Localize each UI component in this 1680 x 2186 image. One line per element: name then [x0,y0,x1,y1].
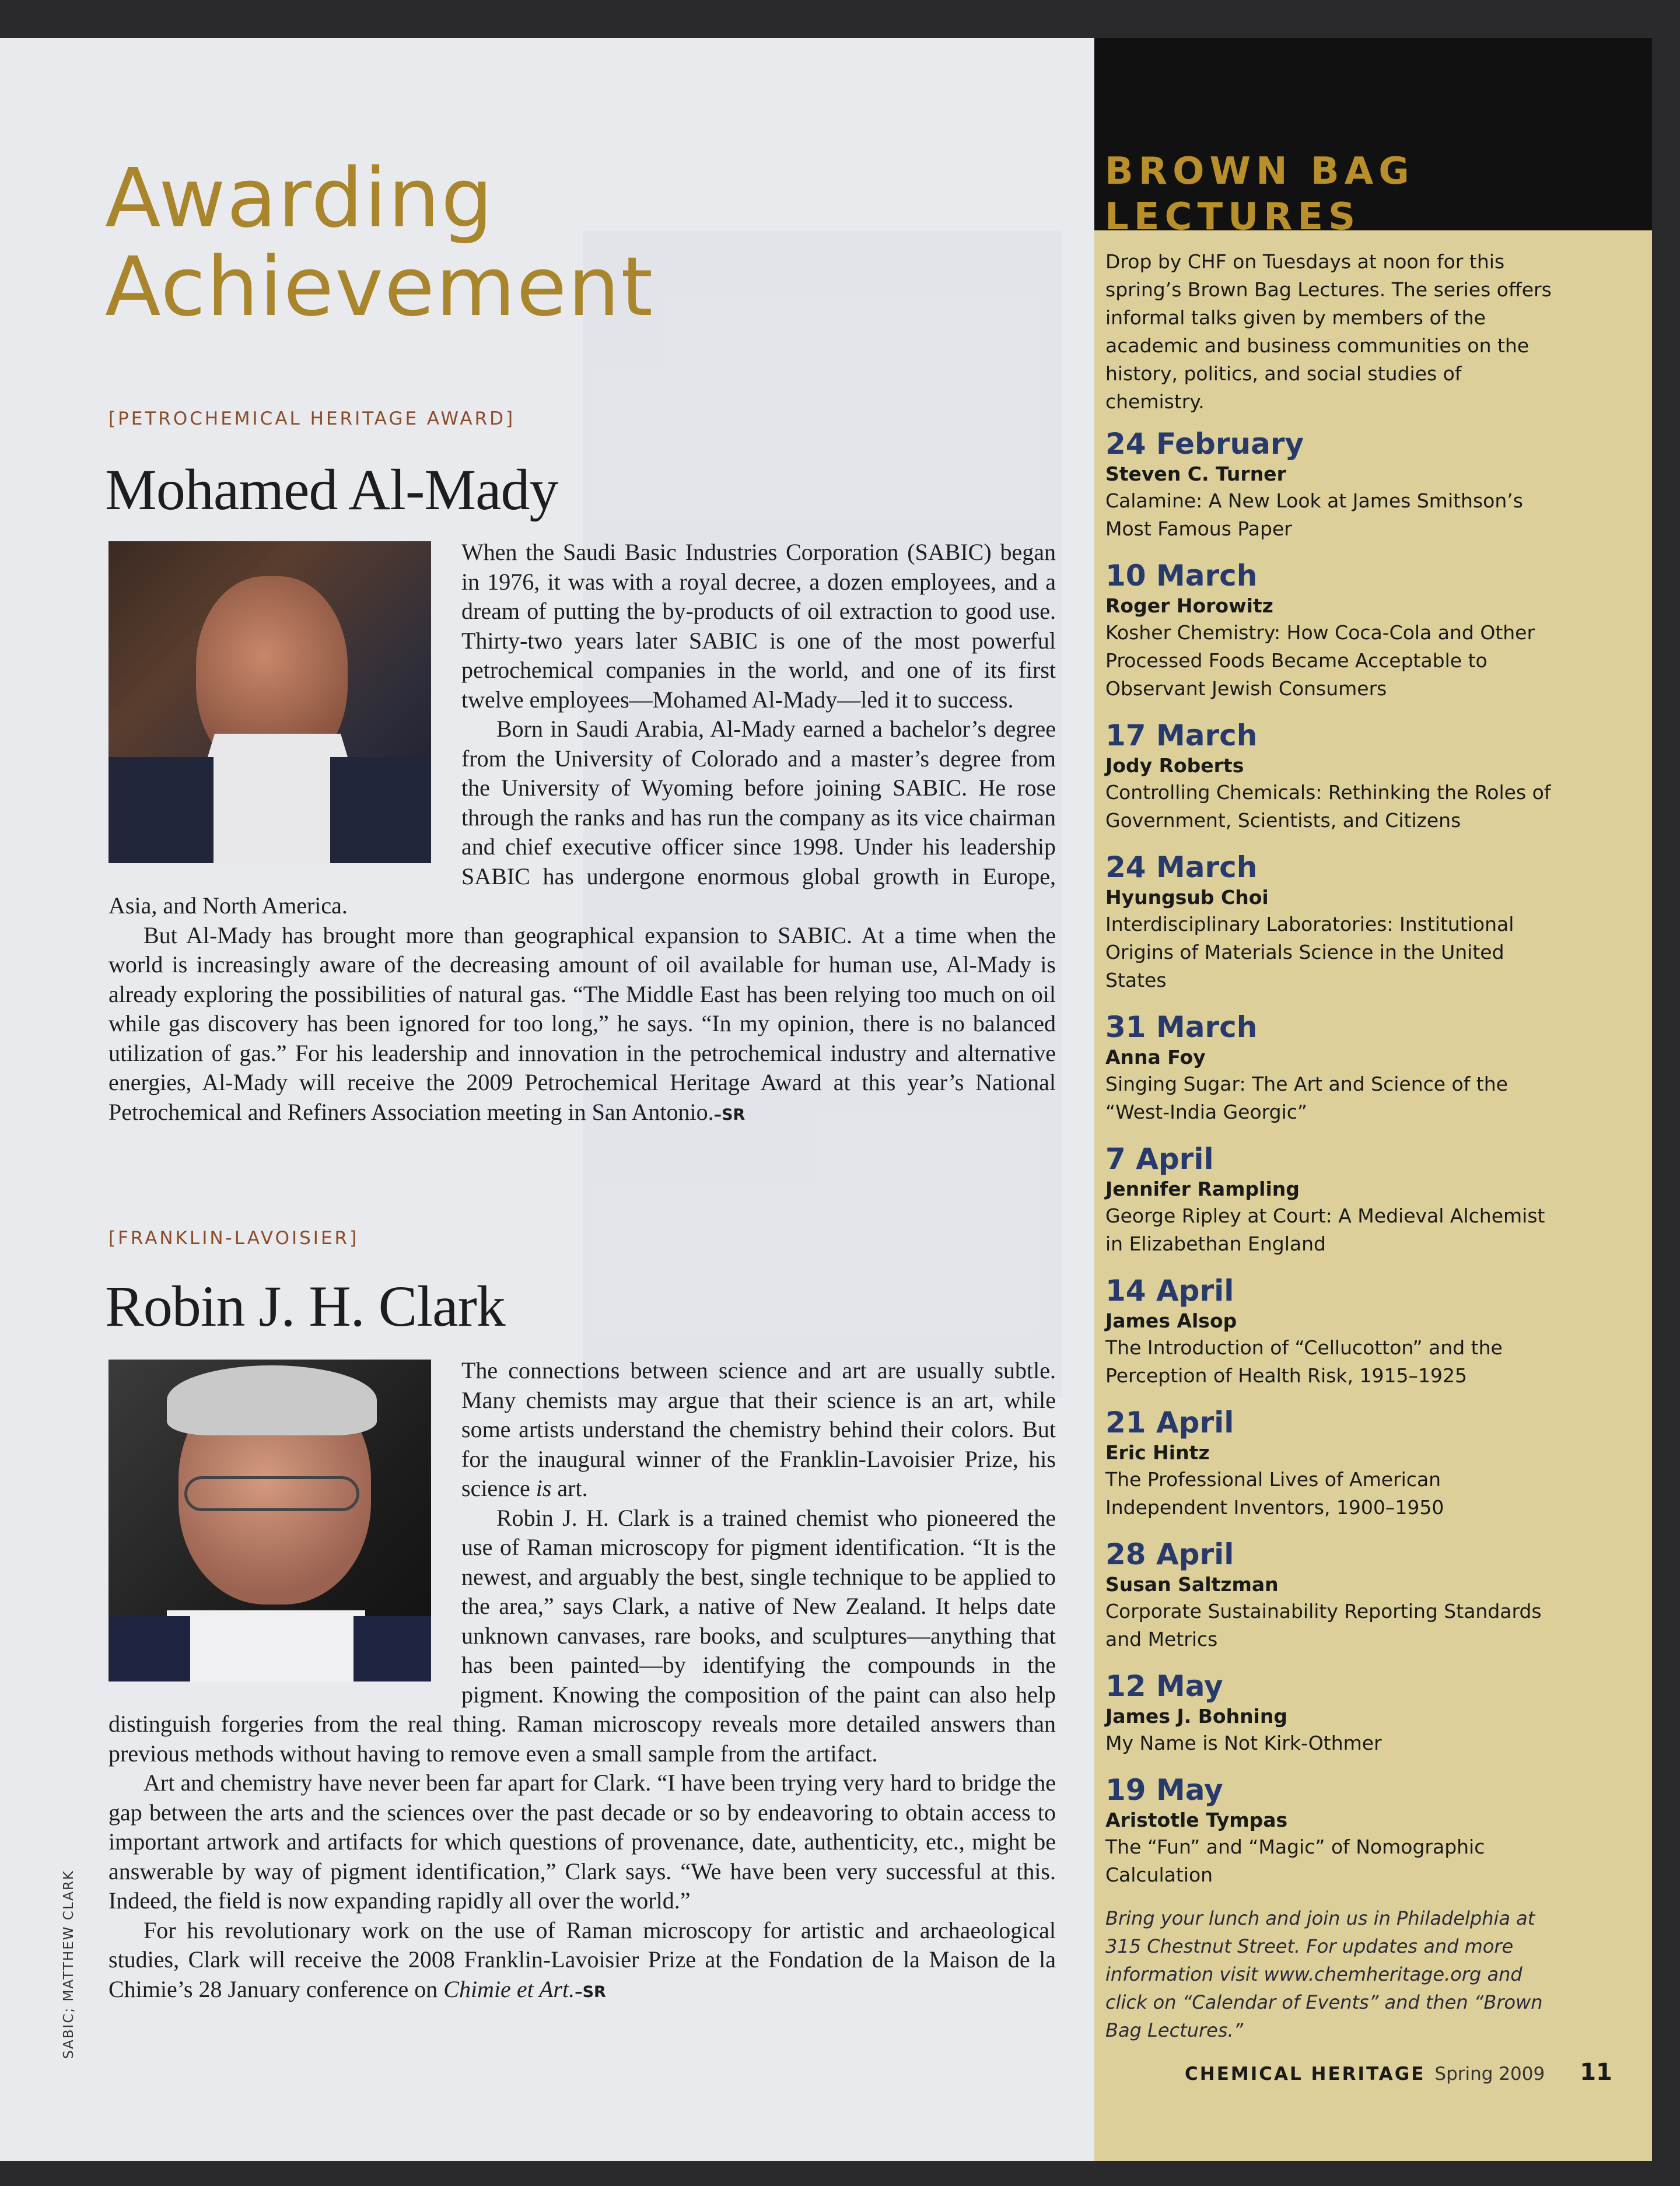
page-number: 11 [1580,2059,1612,2086]
lecture-date: 24 February [1105,427,1304,461]
lecture-item [1105,1273,1566,1390]
sidebar-title: BROWN BAG LECTURES [1105,150,1415,239]
award-label: [FRANKLIN-LAVOISIER] [108,1228,359,1249]
awardee-name: Robin J. H. Clark [105,1274,505,1339]
lecture-date: 31 March [1105,1010,1258,1044]
page-title [105,151,654,335]
paragraph [108,1916,1056,2008]
sidebar-intro: Drop by CHF on Tuesdays at noon for this spring’s Brown Bag Lectures. The series offers informal talks given by members of the academic and business communities on the history, politics, and social studies of chemistry. [1105,250,1552,413]
page-footer [1185,2059,1612,2086]
lecture-title: Calamine: A New Look at James Smithson’s Most Famous Paper [1105,489,1523,540]
lecture-item [1105,850,1566,994]
paragraph-text: But Al-Mady has brought more than geographical expansion to SABIC. At a time when the world is increasingly aware of the decreasing amount of oil available for human use, Al-Mady is already exploring the possibilities of natural gas. “The Middle East has been relying too much on oil while gas discovery has been ignored for too long,” he says. “In my opinion, there is no balanced utilization of gas.” For his leadership and innovation in the petrochemical industry and alternative energies, Al-Mady will receive the 2009 Petrochemical Heritage Award at this year’s National Petrochemical and Refiners Association meeting in San Antonio. [108,922,1056,1125]
lecture-date: 19 May [1105,1773,1223,1807]
lecture-title: Singing Sugar: The Art and Science of the “West-India Georgic” [1105,1073,1508,1123]
emphasis: is [536,1475,552,1501]
magazine-name: CHEMICAL HERITAGE [1185,2064,1426,2085]
lecture-date: 7 April [1105,1142,1214,1176]
lecture-date: 21 April [1105,1406,1234,1439]
lecture-title: The Professional Lives of American Independent Inventors, 1900–1950 [1105,1468,1444,1519]
author-signature: –SR [575,1982,606,2001]
lecture-date: 10 March [1105,559,1258,593]
lecture-item [1105,1010,1566,1126]
lecture-title: The “Fun” and “Magic” of Nomographic Calculation [1105,1835,1485,1886]
article-clark [108,1356,1056,2007]
lecture-speaker: James J. Bohning [1105,1705,1287,1728]
paragraph: Art and chemistry have never been far apart for Clark. “I have been trying very hard to bridge the gap between the arts and the sciences over the past decade or so by endeavoring to obtain access to important artwork and artifacts for which questions of provenance, date, authenticity, etc., might be answerable by way of pigment identification,” Clark says. “We have been very successful at this. Indeed, the field is now expanding rapidly all over the world.” [108,1770,1056,1914]
portrait-photo-clark [108,1360,431,1681]
title-line: Achievement [105,240,654,335]
emphasis: Chimie et Art. [443,1975,575,2002]
lecture-date: 28 April [1105,1537,1234,1571]
article-al-mady [108,538,1056,1130]
paragraph [108,921,1056,1130]
lecture-item [1105,1405,1566,1522]
lecture-item [1105,1669,1566,1757]
lecture-speaker: Jody Roberts [1105,754,1244,777]
lecture-item [1105,558,1566,703]
awardee-name: Mohamed Al-Mady [105,457,558,522]
lecture-title: The Introduction of “Cellucotton” and the Perception of Health Risk, 1915–1925 [1105,1336,1503,1387]
paragraph-text: art. [551,1475,588,1501]
paragraph-text: The connections between science and art are usually subtle. Many chemists may argue that their science is an art, while some artists understand the chemistry behind their colors. But for the inaugural winner of the Franklin-Lavoisier Prize, his science [461,1357,1056,1501]
lecture-speaker: James Alsop [1105,1309,1237,1332]
lecture-item [1105,1537,1566,1653]
photo-credit: SABIC; MATTHEW CLARK [61,1869,76,2059]
lecture-title: Corporate Sustainability Reporting Standards and Metrics [1105,1600,1542,1651]
lecture-list [1105,426,1566,1889]
lecture-title: Interdisciplinary Laboratories: Institutional Origins of Materials Science in the United States [1105,913,1514,992]
lecture-item [1105,718,1566,835]
lecture-speaker: Susan Saltzman [1105,1573,1279,1596]
lecture-date: 14 April [1105,1274,1234,1308]
lecture-speaker: Hyungsub Choi [1105,886,1269,909]
award-label: [PETROCHEMICAL HERITAGE AWARD] [108,408,516,429]
title-line: Awarding [105,151,494,246]
lecture-date: 17 March [1105,719,1258,752]
lecture-title: My Name is Not Kirk-Othmer [1105,1732,1382,1754]
sidebar-outro: Bring your lunch and join us in Philadelphia at 315 Chestnut Street. For updates and more information visit www.chemheritage.org and click on “Calendar of Events” and then “Brown Bag Lectures.” [1105,1907,1543,2041]
paragraph: Robin J. H. Clark is a trained chemist who pioneered the use of Raman microscopy for pigment identification. “It is the newest, and arguably the best, single technique to be applied to the area,” says Clark, a native of New Zealand. It helps date unknown canvases, rare books, and sculptures—anything that has been painted—by identifying the compounds in the pigment. Knowing the composition of the paint can also help distinguish forgeries from the real thing. Raman microscopy reveals more detailed answers than previous methods without having to remove even a small sample from the artifact. [108,1504,1056,1767]
paragraph: Born in Saudi Arabia, Al-Mady earned a bachelor’s degree from the University of Colorado and a master’s degree from the University of Wyoming before joining SABIC. He rose through the ranks and has run the company as its vice chairman and chief executive officer since 1998. Under his leadership SABIC has undergone enormous global growth in Europe, Asia, and North America. [108,716,1056,919]
sidebar-body [1105,248,1566,2044]
lecture-speaker: Roger Horowitz [1105,594,1273,617]
lecture-title: Controlling Chemicals: Rethinking the Roles of Government, Scientists, and Citizens [1105,781,1551,832]
lecture-item [1105,426,1566,543]
lecture-item [1105,1772,1566,1889]
lecture-title: Kosher Chemistry: How Coca-Cola and Other Processed Foods Became Acceptable to Observant Jewish Consumers [1105,621,1535,700]
paragraph: When the Saudi Basic Industries Corporation (SABIC) began in 1976, it was with a royal decree, a dozen employees, and a dream of putting the by-products of oil extraction to good use. Thirty-two years later SABIC is one of the most powerful petrochemical companies in the world, and one of its first twelve employees—Mohamed Al-Mady—led it to success. [461,539,1056,713]
lecture-speaker: Steven C. Turner [1105,463,1286,485]
issue-date: Spring 2009 [1434,2064,1545,2085]
lecture-date: 12 May [1105,1669,1223,1703]
lecture-speaker: Jennifer Rampling [1105,1178,1300,1200]
author-signature: –SR [713,1105,746,1124]
lecture-speaker: Anna Foy [1105,1046,1206,1069]
lecture-speaker: Aristotle Tympas [1105,1809,1288,1831]
paragraph-text: For his revolutionary work on the use of Raman microscopy for artistic and archaeological studies, Clark will receive the 2008 Franklin-Lavoisier Prize at the Fondation de la Maison de la Chimie’s 28 January conference on [108,1917,1056,2002]
lecture-date: 24 March [1105,850,1258,884]
lecture-speaker: Eric Hintz [1105,1441,1210,1464]
brown-bag-sidebar [1094,38,1652,2161]
portrait-photo-al-mady [108,541,431,863]
lecture-title: George Ripley at Court: A Medieval Alchemist in Elizabethan England [1105,1204,1545,1255]
lecture-item [1105,1141,1566,1258]
